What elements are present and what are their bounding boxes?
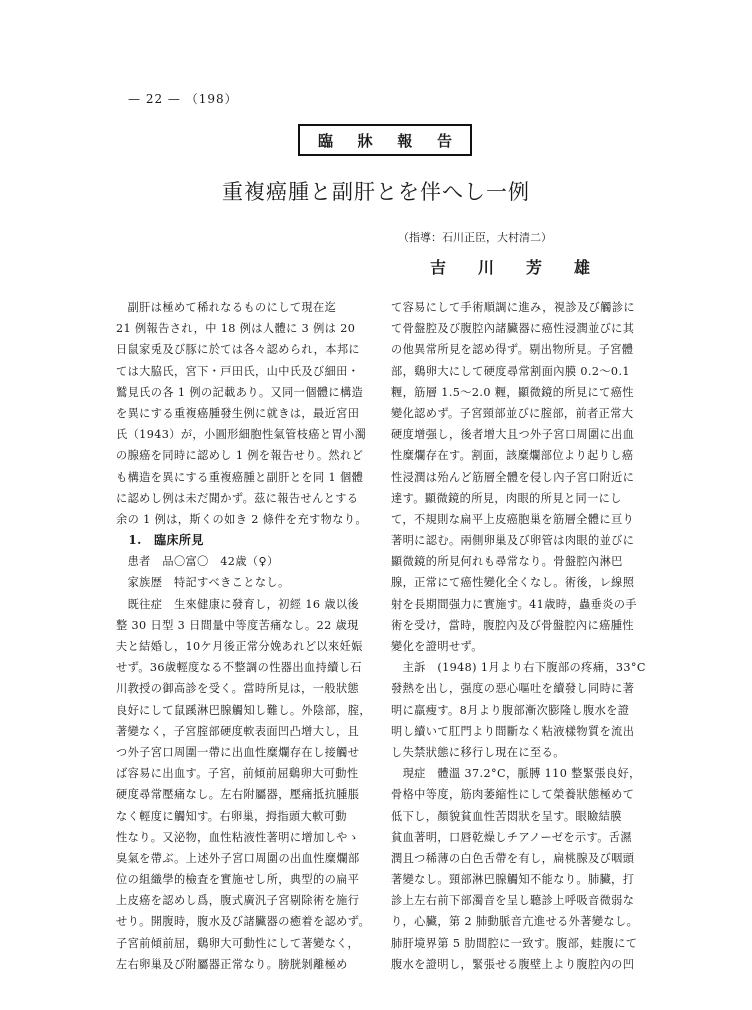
text-line: 著變なし。頸部淋巴腺觸知不能なり。肺臟，打 (391, 873, 635, 887)
text-line: 明し續いて肛門より間斷なく粘液樣物質を流出 (391, 724, 635, 738)
author-char: 川 (477, 258, 494, 277)
section-heading-char: 告 (436, 131, 452, 150)
text-line: 發熱を出し，强度の惡心嘔吐を續發し同時に著 (391, 682, 635, 696)
text-line: 腹水を證明し，緊張せる腹壁上より腹腔內の凹 (391, 957, 635, 971)
text-line: 診上左右前下部濁音を呈し聽診上呼吸音微弱な (391, 894, 635, 908)
text-line: 硬度尋常壓痛なし。左右附屬器，壓痛抵抗腫脹 (116, 788, 360, 802)
text-line: 良好にして鼠蹊淋巴腺觸知し難し。外陰部，腟， (116, 703, 371, 717)
text-line: ては大脇氏，宮下・戸田氏，山中氏及び細田・ (116, 364, 360, 378)
text-line: 鷲見氏の各 1 例の記載あり。又同一個體に構造 (116, 385, 364, 399)
author-char: 芳 (525, 258, 542, 277)
text-line: 夫と結婚し，10ケ月後正常分娩あれど以來妊娠 (116, 640, 363, 653)
text-line: 肺肝境界第 5 肋間腔に一致す。腹部，蛙腹にて (391, 936, 638, 950)
text-line: り，心臟，第 2 肺動脈音亢進せる外著變なし。 (391, 915, 639, 929)
text-line: 子宮前傾前屈，鷄卵大可動性にして著變なく， (116, 936, 360, 950)
text-line: 1. 臨床所見 (116, 533, 204, 548)
section-heading-char: 牀 (357, 131, 373, 150)
text-line: の他異常所見を認め得ず。剔出物所見。子宮體 (391, 343, 634, 357)
text-line: て容易にして手術順調に進み，視診及び觸診に (391, 301, 636, 314)
left-text-column (116, 297, 374, 975)
article-title: 重複癌腫と副肝とを伴へし一例 (222, 180, 530, 204)
text-line: の腺癌を同時に認めし 1 例を報告せり。然れど (116, 449, 364, 463)
section-heading-box (298, 124, 472, 156)
text-line: 潤且つ稀薄の白色舌帶を有し，扁桃腺及び咽頭 (391, 851, 635, 865)
text-line: 性糜爛存在す。割面，該糜爛部位より起りし癌 (391, 449, 634, 463)
text-line: 變化認めず。子宮頸部並びに腟部，前者正常大 (391, 406, 634, 420)
text-line: 整 30 日型 3 日間量中等度苦痛なし。22 歳現 (116, 618, 359, 632)
text-line: 顯微鏡的所見何れも尋常なり。骨盤腔內淋巴 (391, 555, 623, 569)
text-line: 臭氣を帶ぶ。上述外子宮口周圍の出血性糜爛部 (116, 851, 360, 865)
text-line: に認めし例は未だ聞かず。茲に報告せんとする (116, 491, 359, 505)
text-line: 川教授の御高診を受く。當時所見は，一般狀態 (116, 682, 360, 696)
section-heading-char: 報 (397, 131, 413, 150)
text-line: 家族歴 特記すべきことなし。 (116, 576, 290, 590)
text-line: せり。開腹時，腹水及び諸臟器の癒着を認めず。 (116, 915, 371, 929)
right-text-column (391, 297, 655, 975)
text-line: 明に羸瘦す。8月より腹部漸次膨隆し腹水を證 (391, 703, 630, 717)
text-line: 患者 品〇富〇 42歳（♀） (116, 555, 279, 569)
text-line: 左右卵巢及び附屬器正常なり。膀胱剝離極め (116, 957, 348, 971)
text-line: 低下し，顏貌貧血性苦悶狀を呈す。眼瞼結膜 (391, 809, 622, 823)
text-line: ば容易に出血す。子宮，前傾前屈鷄卵大可動性 (116, 767, 359, 781)
page-number: — 22 — （198） (128, 92, 238, 106)
text-line: 既往症 生來健康に發育し，初經 16 歳以後 (116, 597, 360, 611)
text-line: 現症 體溫 37.2°C，脈膊 110 整緊張良好， (391, 767, 641, 781)
text-line: を異にする重複癌腫發生例に就きは，最近宮田 (116, 406, 360, 420)
text-line: 硬度增强し，後者增大且つ外子宮口周圍に出血 (391, 428, 635, 442)
text-line: 術を受け，當時，腹腔內及び骨盤腔內に癌腫性 (391, 618, 634, 632)
text-line: 骨格中等度，筋肉萎縮性にして榮養狀態極めて (391, 788, 635, 802)
text-line: 腺，正常にて癌性變化全くなし。術後，レ線照 (391, 576, 635, 590)
text-line: も構造を異にする重複癌腫と副肝とを同 1 個體 (116, 470, 364, 484)
text-line: せず。36歳輕度なる不整調の性器出血持續し石 (116, 661, 362, 675)
text-line: 余の 1 例は，斯くの如き 2 條件を充す物なり。 (116, 512, 368, 526)
text-line: 21 例報告され，中 18 例は人體に 3 例は 20 (116, 322, 356, 336)
text-line: 糎，筋層 1.5〜2.0 糎，顯微鏡的所見にて癌性 (391, 385, 634, 399)
text-line: し失禁狀態に移行し現在に至る。 (391, 745, 565, 759)
author-char: 吉 (430, 258, 447, 277)
text-line: 著明に認む。兩側卵巢及び卵管は肉眼的並びに (391, 534, 635, 548)
text-line: 性浸潤は殆んど筋層全體を侵し內子宮口附近に (391, 470, 635, 484)
text-line: 貧血著明，口唇乾燥しチアノーゼを示す。舌濕 (391, 830, 632, 844)
text-line: 部，鷄卵大にして硬度尋常割面內膜 0.2〜0.1 (391, 364, 630, 378)
text-line: 性なり。又泌物，血性粘液性著明に增加しやゝ (116, 830, 360, 844)
author-char: 雄 (573, 258, 590, 277)
text-line: 上皮癌を認めし爲，腹式廣汎子宮剔除術を施行 (116, 894, 360, 908)
text-line: 射を長期間强力に實施す。41歳時，蟲垂炎の手 (391, 597, 637, 611)
text-line: 主訴 (1948) 1月より右下腹部の疼痛，33°C (391, 661, 646, 675)
text-line: つ外子宮口周圍一帶に出血性糜爛存在し接觸せ (116, 745, 360, 759)
section-heading-char: 臨 (318, 131, 334, 150)
text-line: 位の組織學的檢査を實施せし所，典型的の扁平 (116, 873, 360, 887)
supervisor-note: （指導：石川正臣，大村清二） (398, 231, 552, 244)
text-line: なく輕度に觸知す。右卵巢，拇指頭大軟可動 (116, 809, 347, 823)
text-line: て骨盤腔及び腹腔內諸臟器に癌性浸潤並びに其 (391, 322, 635, 336)
text-line: 變化を證明せず。 (391, 640, 483, 653)
text-line: 著變なく，子宮腟部硬度軟表面凹凸增大し，且 (116, 724, 360, 738)
author-name (430, 255, 590, 278)
text-line: 副肝は極めて稀れなるものにして現在迄 (116, 301, 337, 314)
text-line: 日鼠家兎及び豚に於ては各々認められ，本邦に (116, 343, 361, 357)
text-line: 達す。顯微鏡的所見，肉眼的所見と同一にし (391, 491, 622, 505)
text-line: 氏（1943）が，小圓形細胞性氣管枝癌と胃小濁 (116, 428, 367, 442)
text-line: て，不規則な扁平上皮癌胞巢を筋層全體に亘り (391, 512, 635, 526)
